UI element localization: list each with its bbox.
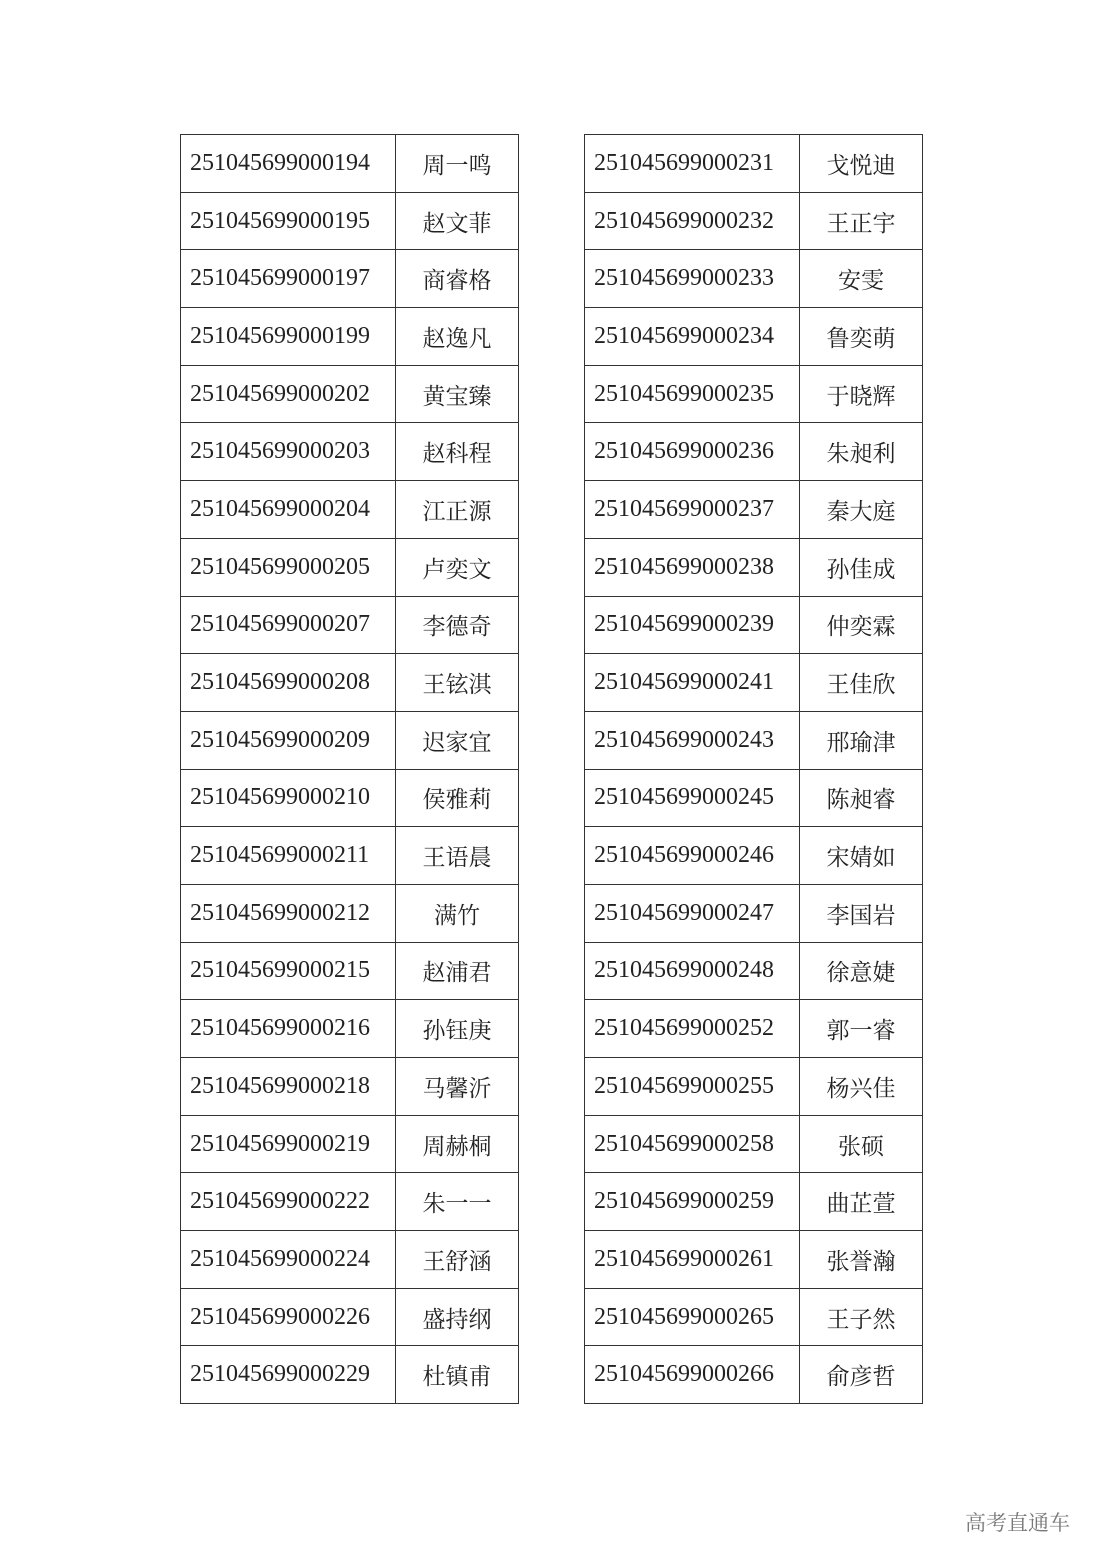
student-name-cell: 王子然 [800,1288,923,1346]
student-name-cell: 赵科程 [396,423,519,481]
table-row [181,135,519,193]
exam-id-cell: 251045699000237 [585,481,800,539]
exam-id-cell: 251045699000195 [181,192,396,250]
table-row [585,365,923,423]
table-row [181,769,519,827]
table-row [585,596,923,654]
student-name-cell: 于晓辉 [800,365,923,423]
exam-id-cell: 251045699000222 [181,1173,396,1231]
exam-id-cell: 251045699000215 [181,942,396,1000]
exam-id-cell: 251045699000219 [181,1115,396,1173]
table-row [181,1000,519,1058]
exam-id-cell: 251045699000234 [585,308,800,366]
table-row [585,135,923,193]
table-row [181,942,519,1000]
student-name-cell: 安雯 [800,250,923,308]
exam-id-cell: 251045699000229 [181,1346,396,1404]
student-name-cell: 曲芷萱 [800,1173,923,1231]
student-name-cell: 赵逸凡 [396,308,519,366]
table-row [585,1058,923,1116]
student-name-cell: 邢瑜津 [800,711,923,769]
table-row [585,827,923,885]
exam-id-cell: 251045699000197 [181,250,396,308]
student-name-cell: 盛持纲 [396,1288,519,1346]
student-name-cell: 王舒涵 [396,1231,519,1289]
exam-id-cell: 251045699000246 [585,827,800,885]
exam-id-cell: 251045699000259 [585,1173,800,1231]
exam-id-cell: 251045699000209 [181,711,396,769]
student-name-cell: 李国岩 [800,884,923,942]
student-name-cell: 黄宝臻 [396,365,519,423]
table-row [585,481,923,539]
student-name-cell: 王正宇 [800,192,923,250]
exam-id-cell: 251045699000224 [181,1231,396,1289]
exam-id-cell: 251045699000199 [181,308,396,366]
table-row [585,250,923,308]
table-row [585,1231,923,1289]
student-name-cell: 徐意婕 [800,942,923,1000]
table-row [181,1173,519,1231]
table-row [585,884,923,942]
table-row [585,538,923,596]
student-list-table-left [180,134,519,1404]
table-row [181,1231,519,1289]
table-row [181,711,519,769]
table-row [181,827,519,885]
exam-id-cell: 251045699000261 [585,1231,800,1289]
student-name-cell: 秦大庭 [800,481,923,539]
table-row [585,942,923,1000]
student-name-cell: 王铉淇 [396,654,519,712]
table-row [181,596,519,654]
exam-id-cell: 251045699000204 [181,481,396,539]
student-name-cell: 赵浦君 [396,942,519,1000]
student-name-cell: 王佳欣 [800,654,923,712]
student-name-cell: 张誉瀚 [800,1231,923,1289]
student-name-cell: 陈昶睿 [800,769,923,827]
table-row [181,884,519,942]
exam-id-cell: 251045699000208 [181,654,396,712]
exam-id-cell: 251045699000202 [181,365,396,423]
exam-id-cell: 251045699000194 [181,135,396,193]
table-row [181,1288,519,1346]
student-name-cell: 杜镇甫 [396,1346,519,1404]
table-row [585,192,923,250]
student-name-cell: 江正源 [396,481,519,539]
table-row [585,1115,923,1173]
table-row [181,538,519,596]
table-row [585,308,923,366]
exam-id-cell: 251045699000255 [585,1058,800,1116]
student-name-cell: 王语晨 [396,827,519,885]
table-row [181,654,519,712]
watermark: 高考直通车 [965,1511,1070,1535]
exam-id-cell: 251045699000212 [181,884,396,942]
student-name-cell: 宋婧如 [800,827,923,885]
table-row [585,1346,923,1404]
table-row [181,1346,519,1404]
student-name-cell: 朱昶利 [800,423,923,481]
student-name-cell: 杨兴佳 [800,1058,923,1116]
exam-id-cell: 251045699000233 [585,250,800,308]
table-row [181,481,519,539]
table-row [181,423,519,481]
exam-id-cell: 251045699000247 [585,884,800,942]
exam-id-cell: 251045699000239 [585,596,800,654]
student-list-table-right [584,134,923,1404]
table-row [181,192,519,250]
table-row [585,1173,923,1231]
exam-id-cell: 251045699000205 [181,538,396,596]
student-name-cell: 孙佳成 [800,538,923,596]
table-row [181,1058,519,1116]
table-row [585,769,923,827]
exam-id-cell: 251045699000236 [585,423,800,481]
exam-id-cell: 251045699000232 [585,192,800,250]
exam-id-cell: 251045699000252 [585,1000,800,1058]
exam-id-cell: 251045699000258 [585,1115,800,1173]
exam-id-cell: 251045699000241 [585,654,800,712]
student-name-cell: 俞彦哲 [800,1346,923,1404]
student-name-cell: 马馨沂 [396,1058,519,1116]
table-row [585,1000,923,1058]
student-name-cell: 满竹 [396,884,519,942]
student-name-cell: 张硕 [800,1115,923,1173]
exam-id-cell: 251045699000248 [585,942,800,1000]
student-name-cell: 卢奕文 [396,538,519,596]
student-name-cell: 鲁奕萌 [800,308,923,366]
exam-id-cell: 251045699000231 [585,135,800,193]
table-row [181,1115,519,1173]
exam-id-cell: 251045699000238 [585,538,800,596]
exam-id-cell: 251045699000203 [181,423,396,481]
exam-id-cell: 251045699000243 [585,711,800,769]
student-name-cell: 戈悦迪 [800,135,923,193]
student-name-cell: 孙钰庚 [396,1000,519,1058]
student-name-cell: 商睿格 [396,250,519,308]
exam-id-cell: 251045699000210 [181,769,396,827]
student-name-cell: 朱一一 [396,1173,519,1231]
exam-id-cell: 251045699000235 [585,365,800,423]
exam-id-cell: 251045699000216 [181,1000,396,1058]
exam-id-cell: 251045699000211 [181,827,396,885]
student-name-cell: 仲奕霖 [800,596,923,654]
table-row [181,365,519,423]
exam-id-cell: 251045699000266 [585,1346,800,1404]
table-row [585,711,923,769]
table-row [181,250,519,308]
student-name-cell: 周一鸣 [396,135,519,193]
student-name-cell: 郭一睿 [800,1000,923,1058]
student-name-cell: 赵文菲 [396,192,519,250]
table-row [585,654,923,712]
exam-id-cell: 251045699000265 [585,1288,800,1346]
table-row [585,423,923,481]
exam-id-cell: 251045699000226 [181,1288,396,1346]
exam-id-cell: 251045699000207 [181,596,396,654]
student-name-cell: 侯雅莉 [396,769,519,827]
student-name-cell: 周赫桐 [396,1115,519,1173]
exam-id-cell: 251045699000245 [585,769,800,827]
table-row [585,1288,923,1346]
table-row [181,308,519,366]
exam-id-cell: 251045699000218 [181,1058,396,1116]
student-name-cell: 迟家宜 [396,711,519,769]
student-name-cell: 李德奇 [396,596,519,654]
